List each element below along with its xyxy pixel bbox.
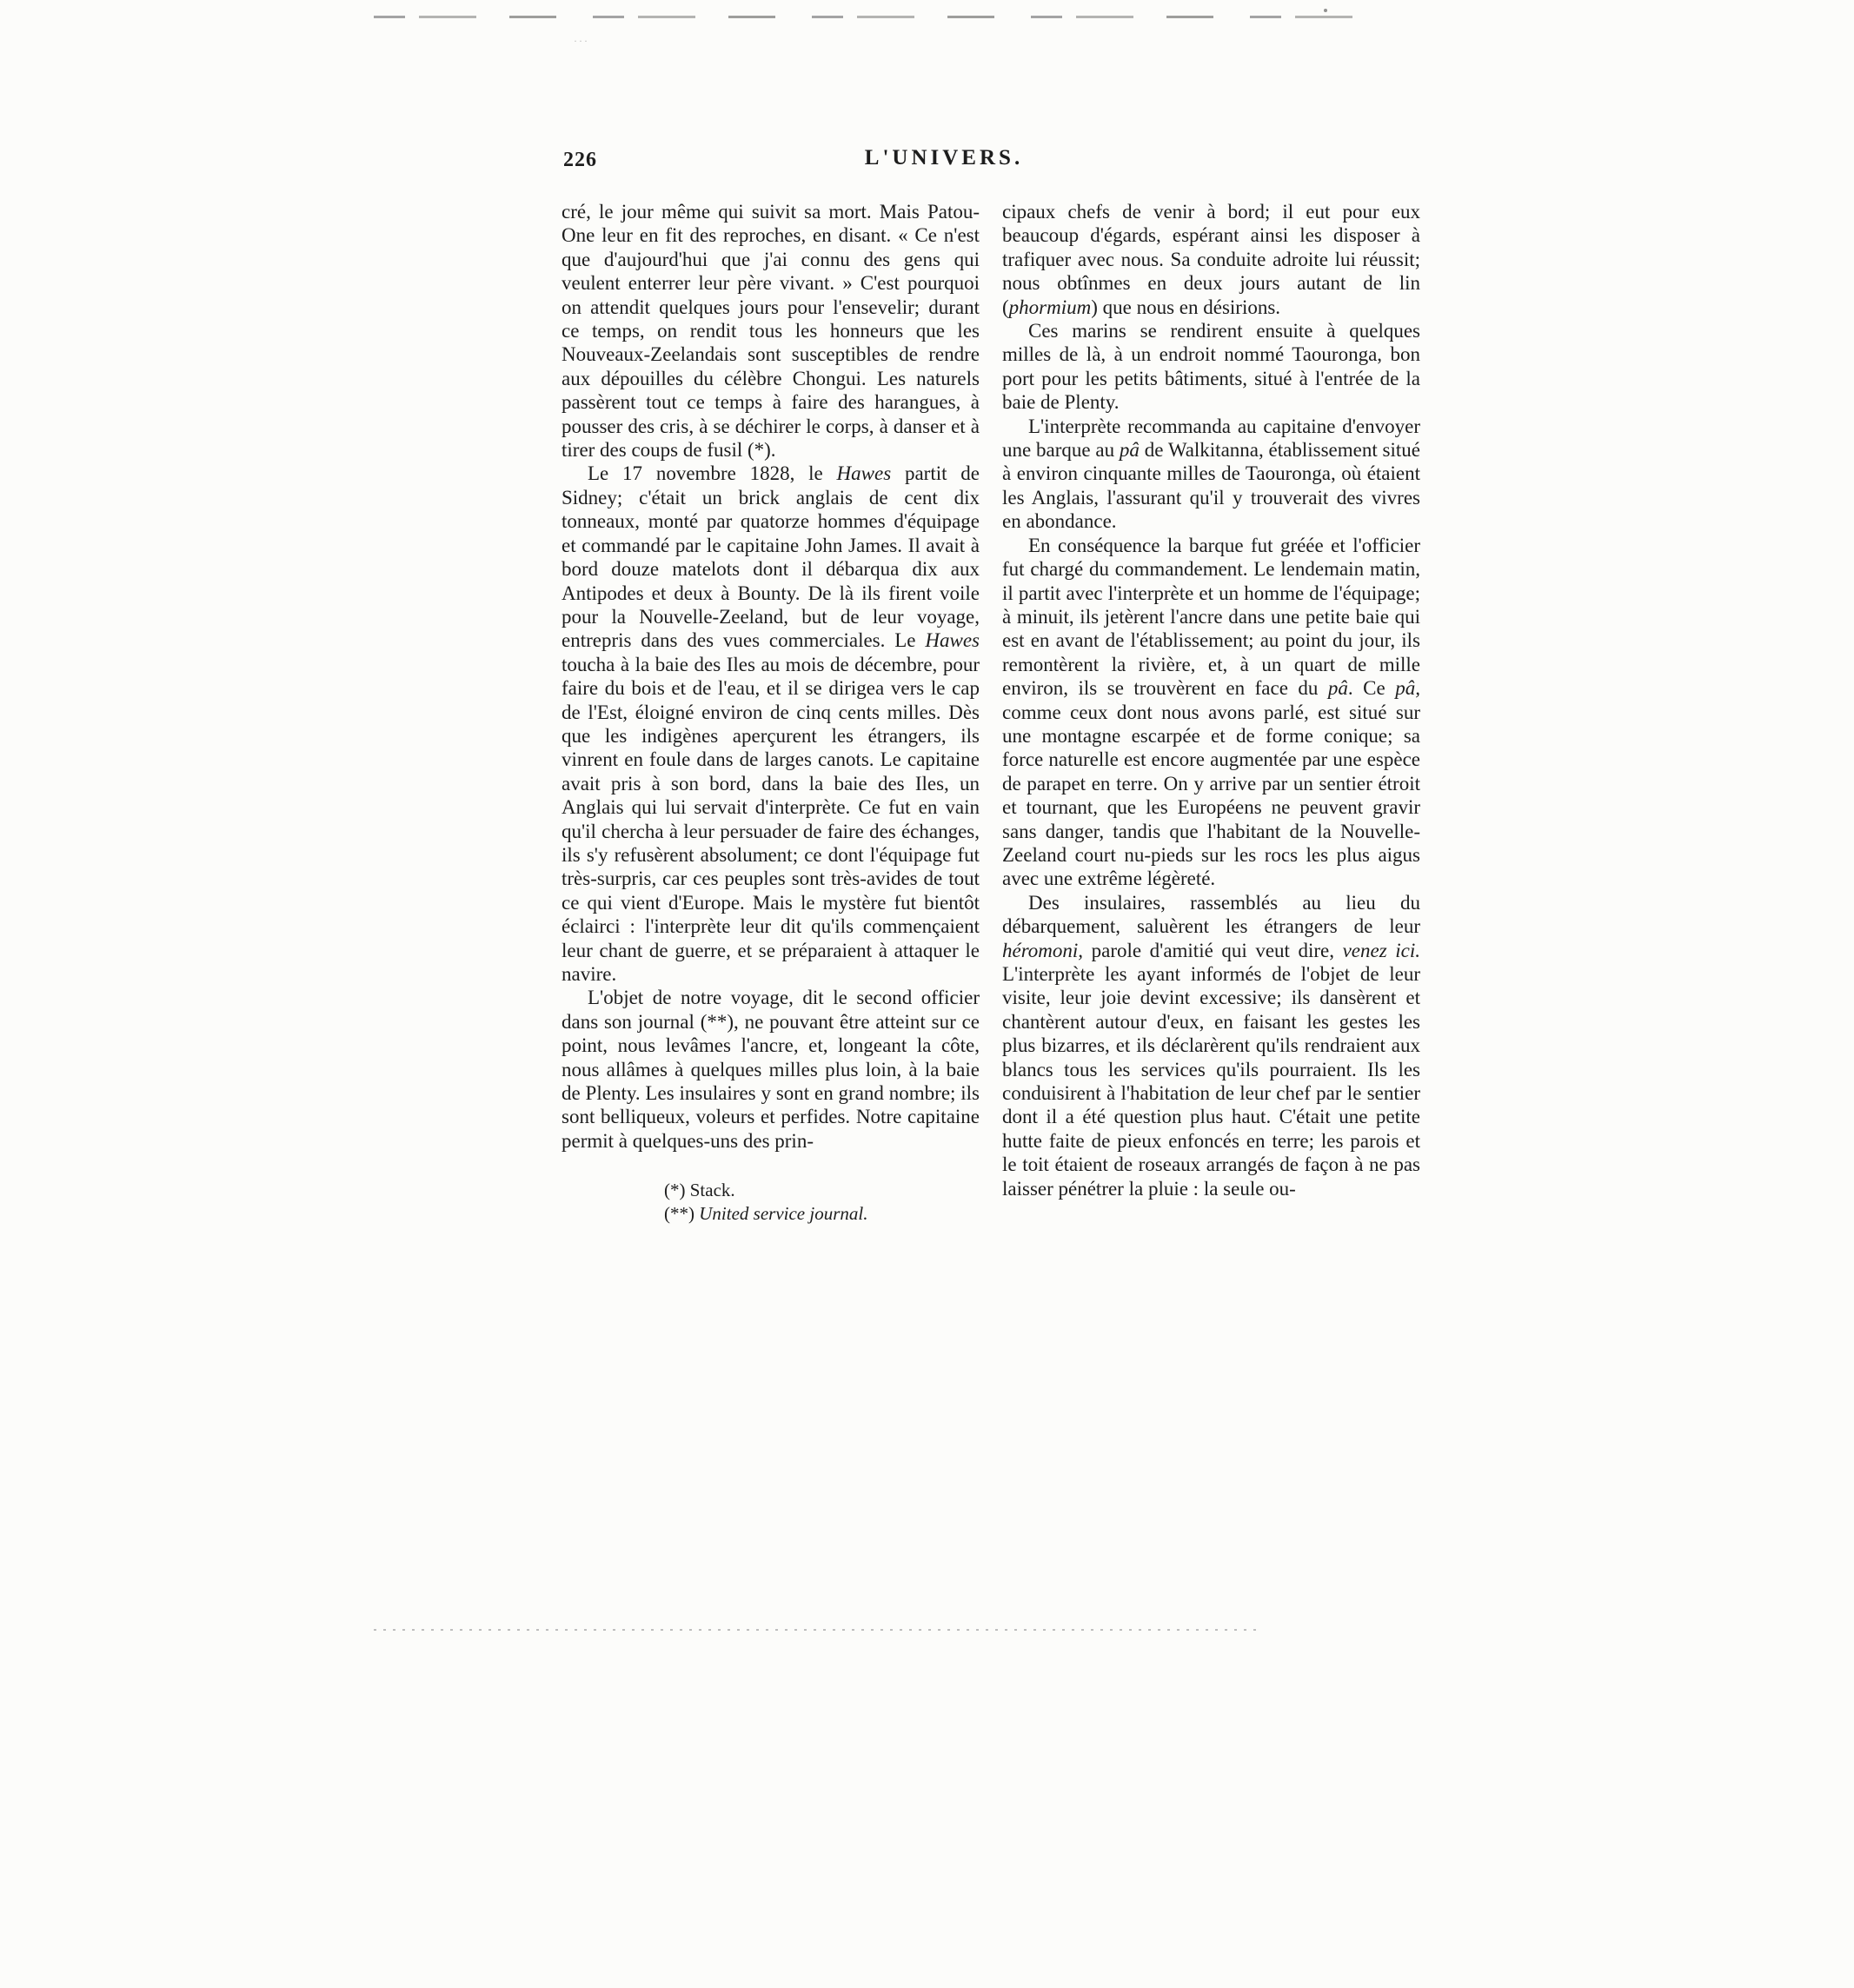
text-run: L'interprète les ayant informés de l'objet de leur visite, leur joie devint excessive; ils dansèrent et chantèrent autour d'eux, en faisant les gestes les plus bizarres, et ils déclarèrent qu'ils rendraient aux blancs tous les services qu'ils pourraient. Ils les conduisirent à l'habitation de leur chef par le sentier dont il a été question plus haut. C'était une petite hutte faite de pieux enfoncés en terre; les parois et le toit étaient de roseaux arrangés de façon à ne pas laisser pénétrer la pluie : la seule ou-: [1002, 963, 1420, 1200]
italic-text-run: United service journal.: [699, 1202, 868, 1224]
text-run: . Ce: [1347, 677, 1396, 700]
text-run: toucha à la baie des Iles au mois de décembre, pour faire du bois et de l'eau, et il se dirigea vers le cap de l'Est, éloigné environ de cinq cents milles. Dès que les indigènes aperçurent les étrangers, ils vinrent en foule dans de larges canots. Le capitaine avait pris à son bord, dans la baie des Iles, un Anglais qui lui servait d'interprète. Ce fut en vain qu'il chercha à leur persuader de faire des échanges, ils s'y refusèrent absolument; ce dont l'équipage fut très-surpris, car ces peuples sont très-avides de tout ce qui vient d'Europe. Mais le mystère fut bientôt éclairci : l'interprète leur dit qu'ils commençaient leur chant de guerre, et se préparaient à attaquer le navire.: [562, 653, 980, 985]
text-run: partit de Sidney; c'était un brick anglais de cent dix tonneaux, monté par quatorze hommes d'équipage et commandé par le capitaine John James. Il avait à bord douze matelots dont il débarqua dix aux Antipodes et deux à Bounty. De là ils firent voile pour la Nouvelle-Zeeland, but de leur voyage, entrepris dans des vues commerciales. Le: [562, 462, 980, 652]
book-page: [562, 146, 1420, 1225]
text-run: cipaux chefs de venir à bord; il eut pour eux beaucoup d'égards, espérant ainsi les disposer à trafiquer avec nous. Sa conduite adroite lui réussit; nous obtînmes en deux jours autant de lin (: [1002, 201, 1420, 318]
text-run: Ces marins se rendirent ensuite à quelques milles de là, à un endroit nommé Taouronga, bon port pour les petits bâtiments, situé à l'entrée de la baie de Plenty.: [1002, 320, 1420, 414]
page-title: L'UNIVERS.: [864, 146, 1024, 170]
italic-text-run: phormium: [1008, 296, 1092, 318]
paragraph: [562, 462, 980, 986]
scan-artifact-smudge: ···: [574, 35, 589, 47]
paragraph: [664, 1179, 980, 1202]
text-run: parole d'amitié qui veut dire,: [1083, 939, 1343, 961]
paragraph: [1002, 415, 1420, 534]
page-header: [562, 146, 1420, 177]
text-run: de Walkitanna, établissement situé à environ cinquante milles de Taouronga, où étaient les Anglais, l'assurant qu'il y trouverait des vivres en abondance.: [1002, 439, 1420, 533]
paragraph: [562, 986, 980, 1153]
left-column-text: [562, 200, 980, 1153]
text-columns: [562, 200, 1420, 1225]
text-run: Le 17 novembre 1828, le: [588, 462, 837, 485]
text-run: Des insulaires, rassemblés au lieu du débarquement, saluèrent les étrangers de leur: [1002, 891, 1420, 938]
text-run: En conséquence la barque fut gréée et l'officier fut chargé du commandement. Le lendemain matin, il partit avec l'interprète et un homme de l'équipage; à minuit, ils jetèrent l'ancre dans une petite baie qui est en avant de l'établissement; au point du jour, ils remontèrent la rivière, et, à un quart de mille environ, ils se trouvèrent en face du: [1002, 534, 1420, 700]
text-run: (*) Stack.: [664, 1180, 735, 1201]
scan-artifact-dot: [1324, 9, 1327, 12]
italic-text-run: venez ici.: [1342, 939, 1420, 961]
paragraph: [1002, 200, 1420, 319]
scan-artifact-top-line: [374, 16, 1360, 18]
italic-text-run: Hawes: [836, 462, 892, 485]
text-run: cré, le jour même qui suivit sa mort. Mais Patou-One leur en fit des reproches, en disant. « Ce n'est que d'aujourd'hui que j'ai connu des gens qui veulent enterrer leur père vivant. » C'est pourquoi on attendit quelques jours pour l'ensevelir; durant ce temps, on rendit tous les honneurs que les Nouveaux-Zeelandais sont susceptibles de rendre aux dépouilles du célèbre Chongui. Les naturels passèrent tout ce temps à faire des harangues, à pousser des cris, à se déchirer le corps, à danser et à tirer des coups de fusil (*).: [562, 201, 980, 462]
italic-text-run: pâ: [1327, 677, 1348, 700]
right-column: [1002, 200, 1420, 1225]
right-column-text: [1002, 200, 1420, 1200]
italic-text-run: héromoni,: [1002, 939, 1084, 961]
paragraph: [1002, 319, 1420, 415]
left-column: [562, 200, 980, 1225]
paragraph: [562, 200, 980, 462]
paragraph: [1002, 534, 1420, 891]
footnotes: [562, 1179, 980, 1225]
text-run: comme ceux dont nous avons parlé, est situé sur une montagne escarpée et de forme conique; sa force naturelle est encore augmentée par une espèce de parapet en terre. On y arrive par un sentier étroit et tournant, que les Européens ne peuvent gravir sans danger, tandis que l'habitant de la Nouvelle-Zeeland court nu-pieds sur les rocs les plus aigus avec une extrême légèreté.: [1002, 701, 1420, 890]
paragraph: [664, 1202, 980, 1226]
text-run: (**): [664, 1202, 700, 1224]
italic-text-run: pâ: [1119, 439, 1140, 462]
italic-text-run: Hawes: [925, 629, 980, 652]
italic-text-run: pâ,: [1395, 677, 1420, 700]
text-run: L'objet de notre voyage, dit le second officier dans son journal (**), ne pouvant être atteint sur ce point, nous levâmes l'ancre, et, longeant la côte, nous allâmes à quelques milles plus loin, à la baie de Plenty. Les insulaires y sont en grand nombre; ils sont belliqueux, voleurs et perfides. Notre capitaine permit à quelques-uns des prin-: [562, 987, 980, 1152]
paragraph: [1002, 891, 1420, 1200]
text-run: ) que nous en désirions.: [1091, 296, 1281, 318]
text-run: L'interprète recommanda au capitaine d'envoyer une barque au: [1002, 415, 1420, 462]
scan-artifact-bottom-line: [374, 1629, 1260, 1631]
page-number: 226: [563, 149, 597, 171]
